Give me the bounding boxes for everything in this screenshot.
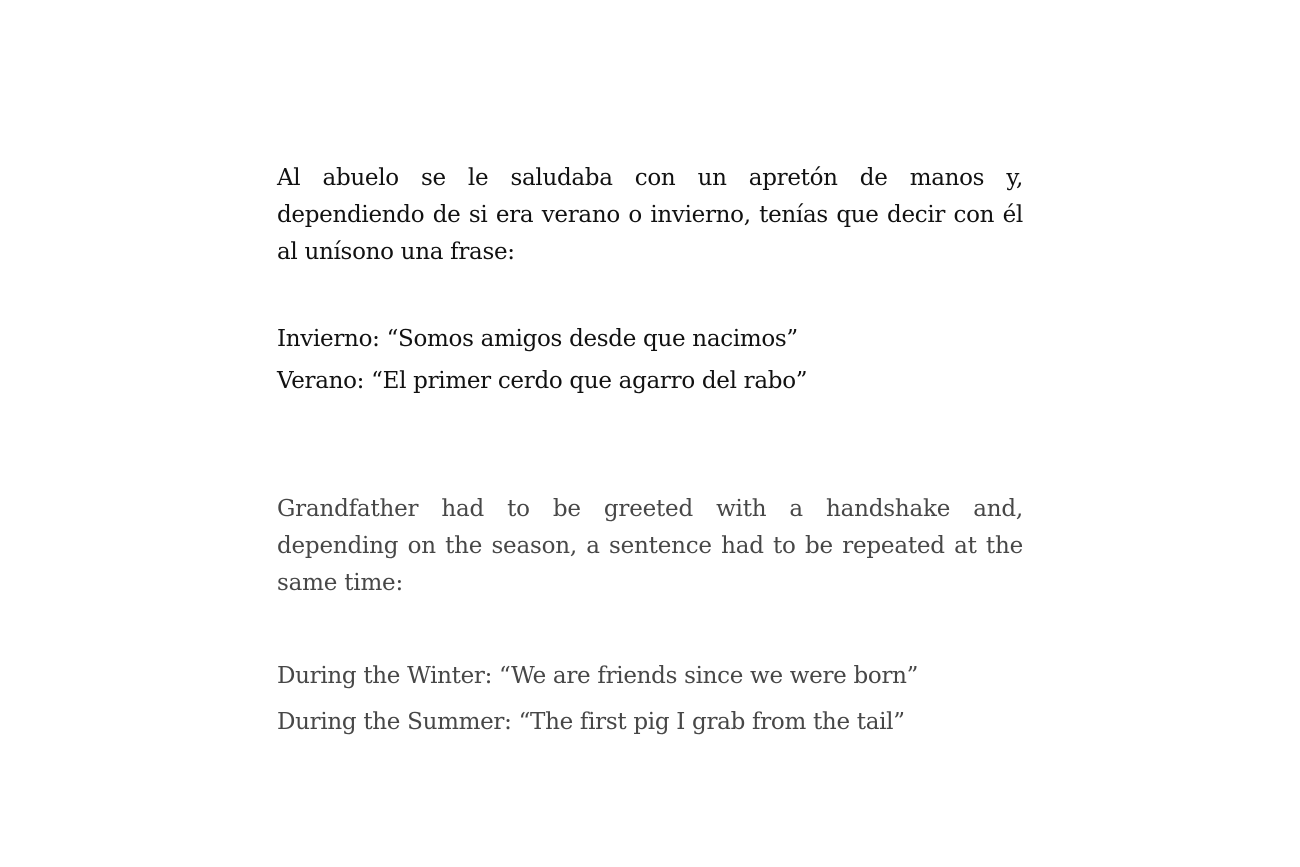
spanish-winter-phrase: Invierno: “Somos amigos desde que nacimos” — [277, 326, 798, 352]
spanish-summer-phrase: Verano: “El primer cerdo que agarro del rabo” — [277, 368, 808, 394]
english-phrase-list — [277, 653, 1023, 745]
english-section — [277, 491, 1023, 745]
spanish-intro-paragraph: Al abuelo se le saludaba con un apretón de manos y, dependiendo de si era verano o invierno, tenías que decir con él al unísono una frase: — [277, 165, 1023, 265]
english-summer-phrase: During the Summer: “The first pig I grab from the tail” — [277, 709, 905, 735]
english-intro-paragraph: Grandfather had to be greeted with a handshake and, depending on the season, a sentence had to be repeated at the same time: — [277, 496, 1023, 596]
english-winter-phrase: During the Winter: “We are friends since we were born” — [277, 663, 919, 689]
spanish-section — [277, 160, 1023, 402]
spanish-phrase-list — [277, 318, 1023, 402]
